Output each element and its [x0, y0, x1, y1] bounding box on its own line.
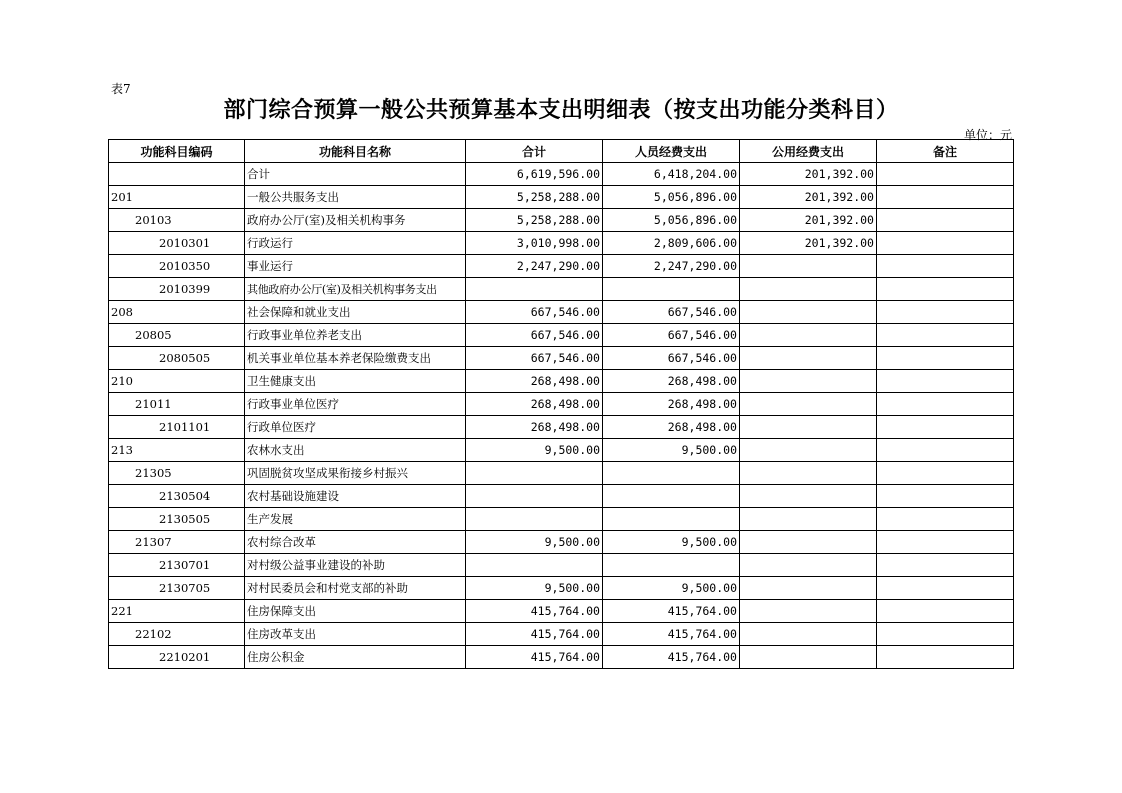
cell-total: 9,500.00: [466, 531, 603, 554]
cell-public: 201,392.00: [740, 186, 877, 209]
cell-total: [466, 508, 603, 531]
table-row: [109, 255, 1014, 278]
cell-personnel: 2,809,606.00: [603, 232, 740, 255]
table-row: [109, 600, 1014, 623]
cell-note: [877, 209, 1014, 232]
cell-name: 对村民委员会和村党支部的补助: [245, 577, 466, 600]
table-header-row: [109, 140, 1014, 163]
unit-label: 单位：元: [963, 128, 1012, 142]
table-row: [109, 186, 1014, 209]
cell-personnel: 667,546.00: [603, 301, 740, 324]
cell-note: [877, 623, 1014, 646]
cell-code: 221: [109, 600, 245, 623]
cell-total: 415,764.00: [466, 623, 603, 646]
column-header-note: 备注: [877, 140, 1014, 163]
cell-code: 2010399: [109, 278, 245, 301]
cell-personnel: 5,056,896.00: [603, 209, 740, 232]
cell-public: [740, 255, 877, 278]
cell-code: 2130705: [109, 577, 245, 600]
column-header-name: 功能科目名称: [245, 140, 466, 163]
cell-note: [877, 186, 1014, 209]
table-row: [109, 462, 1014, 485]
cell-note: [877, 278, 1014, 301]
cell-note: [877, 462, 1014, 485]
column-header-code: 功能科目编码: [109, 140, 245, 163]
cell-total: 5,258,288.00: [466, 186, 603, 209]
cell-name: 巩固脱贫攻坚成果衔接乡村振兴: [245, 462, 466, 485]
cell-public: [740, 370, 877, 393]
cell-public: [740, 324, 877, 347]
cell-note: [877, 531, 1014, 554]
cell-note: [877, 324, 1014, 347]
cell-public: [740, 508, 877, 531]
table-row: [109, 232, 1014, 255]
cell-code: 213: [109, 439, 245, 462]
table-row: [109, 209, 1014, 232]
column-header-total: 合计: [466, 140, 603, 163]
cell-note: [877, 301, 1014, 324]
cell-total: 667,546.00: [466, 347, 603, 370]
cell-personnel: 667,546.00: [603, 324, 740, 347]
column-header-public: 公用经费支出: [740, 140, 877, 163]
cell-code: 201: [109, 186, 245, 209]
cell-name: 卫生健康支出: [245, 370, 466, 393]
table-row: [109, 301, 1014, 324]
cell-note: [877, 600, 1014, 623]
cell-personnel: [603, 554, 740, 577]
cell-personnel: 415,764.00: [603, 600, 740, 623]
cell-note: [877, 416, 1014, 439]
cell-code: 2101101: [109, 416, 245, 439]
cell-name: 行政事业单位养老支出: [245, 324, 466, 347]
cell-personnel: 9,500.00: [603, 531, 740, 554]
cell-total: 667,546.00: [466, 301, 603, 324]
cell-name: 农村基础设施建设: [245, 485, 466, 508]
cell-public: [740, 577, 877, 600]
cell-total: 9,500.00: [466, 577, 603, 600]
cell-total: [466, 485, 603, 508]
table-row: [109, 439, 1014, 462]
cell-personnel: [603, 485, 740, 508]
cell-code: 210: [109, 370, 245, 393]
cell-total: 6,619,596.00: [466, 163, 603, 186]
cell-name: 行政事业单位医疗: [245, 393, 466, 416]
cell-note: [877, 347, 1014, 370]
cell-public: [740, 485, 877, 508]
cell-public: 201,392.00: [740, 209, 877, 232]
table-row: [109, 370, 1014, 393]
cell-total: 268,498.00: [466, 370, 603, 393]
cell-note: [877, 485, 1014, 508]
cell-public: [740, 278, 877, 301]
cell-code: 21305: [109, 462, 245, 485]
table-row: [109, 416, 1014, 439]
table-body: [109, 163, 1014, 669]
cell-code: 2130505: [109, 508, 245, 531]
cell-personnel: 6,418,204.00: [603, 163, 740, 186]
table-row: [109, 577, 1014, 600]
cell-code: [109, 163, 245, 186]
cell-name: 行政运行: [245, 232, 466, 255]
cell-note: [877, 163, 1014, 186]
cell-code: 20103: [109, 209, 245, 232]
cell-personnel: 268,498.00: [603, 416, 740, 439]
cell-personnel: 5,056,896.00: [603, 186, 740, 209]
cell-personnel: [603, 278, 740, 301]
cell-public: [740, 347, 877, 370]
cell-total: 667,546.00: [466, 324, 603, 347]
cell-code: 2130504: [109, 485, 245, 508]
cell-public: [740, 416, 877, 439]
cell-code: 21307: [109, 531, 245, 554]
table-row: [109, 347, 1014, 370]
cell-personnel: 9,500.00: [603, 577, 740, 600]
cell-total: 415,764.00: [466, 646, 603, 669]
cell-public: [740, 393, 877, 416]
cell-code: 21011: [109, 393, 245, 416]
table-row: [109, 163, 1014, 186]
cell-personnel: 667,546.00: [603, 347, 740, 370]
cell-total: 9,500.00: [466, 439, 603, 462]
cell-total: 3,010,998.00: [466, 232, 603, 255]
cell-name: 合计: [245, 163, 466, 186]
cell-public: [740, 600, 877, 623]
cell-note: [877, 646, 1014, 669]
cell-total: 415,764.00: [466, 600, 603, 623]
cell-name: 政府办公厅(室)及相关机构事务: [245, 209, 466, 232]
cell-personnel: 415,764.00: [603, 646, 740, 669]
cell-note: [877, 554, 1014, 577]
cell-personnel: 415,764.00: [603, 623, 740, 646]
cell-total: 268,498.00: [466, 393, 603, 416]
cell-public: [740, 301, 877, 324]
cell-total: 268,498.00: [466, 416, 603, 439]
cell-note: [877, 255, 1014, 278]
cell-public: [740, 623, 877, 646]
cell-name: 住房公积金: [245, 646, 466, 669]
cell-name: 一般公共服务支出: [245, 186, 466, 209]
cell-total: [466, 462, 603, 485]
cell-public: [740, 462, 877, 485]
table-row: [109, 324, 1014, 347]
cell-note: [877, 439, 1014, 462]
table-row: [109, 485, 1014, 508]
table-row: [109, 278, 1014, 301]
cell-personnel: 268,498.00: [603, 370, 740, 393]
cell-public: 201,392.00: [740, 232, 877, 255]
cell-code: 2010350: [109, 255, 245, 278]
table-row: [109, 531, 1014, 554]
cell-personnel: [603, 508, 740, 531]
expenditure-table: [108, 139, 1014, 669]
cell-name: 社会保障和就业支出: [245, 301, 466, 324]
cell-name: 农村综合改革: [245, 531, 466, 554]
cell-note: [877, 370, 1014, 393]
cell-code: 20805: [109, 324, 245, 347]
column-header-personnel: 人员经费支出: [603, 140, 740, 163]
cell-personnel: 2,247,290.00: [603, 255, 740, 278]
cell-name: 生产发展: [245, 508, 466, 531]
cell-code: 2210201: [109, 646, 245, 669]
cell-code: 22102: [109, 623, 245, 646]
cell-code: 2130701: [109, 554, 245, 577]
cell-note: [877, 393, 1014, 416]
cell-total: [466, 278, 603, 301]
cell-public: [740, 646, 877, 669]
cell-personnel: 9,500.00: [603, 439, 740, 462]
cell-public: [740, 439, 877, 462]
table-row: [109, 554, 1014, 577]
cell-note: [877, 232, 1014, 255]
cell-name: 住房改革支出: [245, 623, 466, 646]
cell-code: 2010301: [109, 232, 245, 255]
cell-name: 事业运行: [245, 255, 466, 278]
cell-name: 对村级公益事业建设的补助: [245, 554, 466, 577]
cell-name: 住房保障支出: [245, 600, 466, 623]
cell-total: 5,258,288.00: [466, 209, 603, 232]
cell-personnel: 268,498.00: [603, 393, 740, 416]
cell-name: 其他政府办公厅(室)及相关机构事务支出: [245, 278, 466, 301]
cell-public: 201,392.00: [740, 163, 877, 186]
cell-name: 农林水支出: [245, 439, 466, 462]
table-row: [109, 508, 1014, 531]
cell-name: 行政单位医疗: [245, 416, 466, 439]
cell-total: 2,247,290.00: [466, 255, 603, 278]
cell-public: [740, 531, 877, 554]
cell-note: [877, 577, 1014, 600]
cell-personnel: [603, 462, 740, 485]
cell-note: [877, 508, 1014, 531]
table-row: [109, 393, 1014, 416]
table-row: [109, 646, 1014, 669]
cell-public: [740, 554, 877, 577]
table-row: [109, 623, 1014, 646]
cell-code: 208: [109, 301, 245, 324]
table-number: 表7: [111, 82, 131, 96]
cell-code: 2080505: [109, 347, 245, 370]
page-title: 部门综合预算一般公共预算基本支出明细表（按支出功能分类科目）: [223, 98, 899, 123]
cell-name: 机关事业单位基本养老保险缴费支出: [245, 347, 466, 370]
cell-total: [466, 554, 603, 577]
